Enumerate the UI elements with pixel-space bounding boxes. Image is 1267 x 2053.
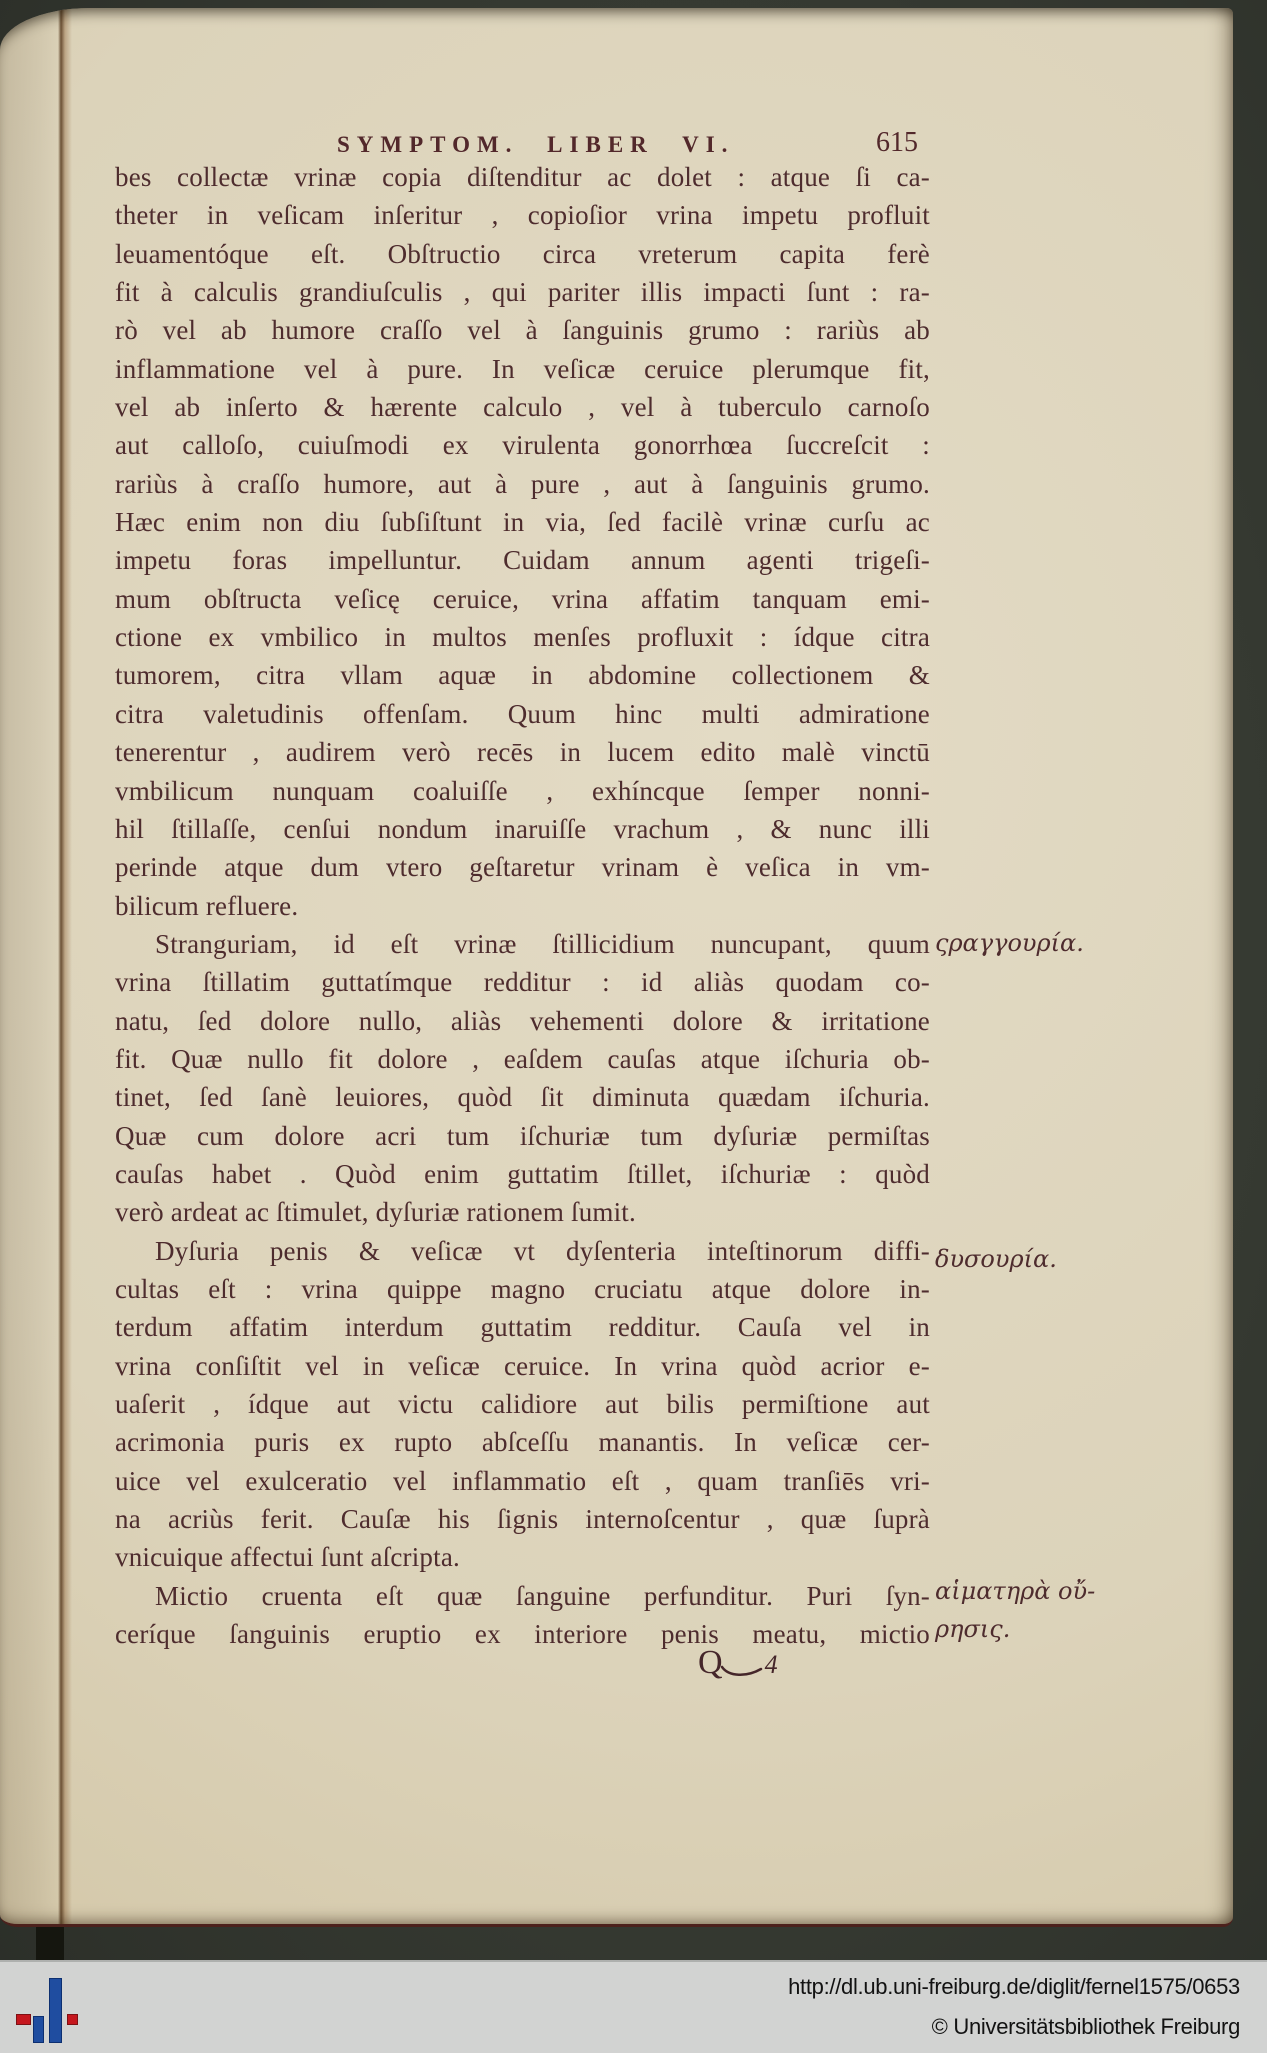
text-line: theter in veſicam inſeritur , copioſior vrina impetu profluit xyxy=(115,200,930,231)
logo-blue-bar-short xyxy=(33,2016,44,2043)
text-line: verò ardeat ac ſtimulet, dyſuriæ rationem ſumit. xyxy=(115,1197,636,1228)
text-line: vrina conſiſtit vel in veſicæ ceruice. In vrina quòd acrior e- xyxy=(115,1350,930,1381)
margin-note-greek-stranguria: ςραγγουρία. xyxy=(935,929,1084,957)
margin-note-greek-dysouria: δυσουρία. xyxy=(935,1245,1057,1273)
signature-letter: Q xyxy=(698,1644,723,1681)
text-line: fit à calculis grandiuſculis , qui pariter illis impacti ſunt : ra- xyxy=(115,277,930,308)
signature-number: 4 xyxy=(764,1650,778,1679)
text-line: cauſas habet . Quòd enim guttatim ſtillet, iſchuriæ : quòd xyxy=(115,1158,930,1189)
text-line: acrimonia puris ex rupto abſceſſu manantis. In veſicæ cer- xyxy=(115,1427,930,1458)
text-line: ctione ex vmbilico in multos menſes profluxit : ídque citra xyxy=(115,622,930,653)
text-line: cultas eſt : vrina quippe magno cruciatu atque dolore in- xyxy=(115,1273,930,1304)
text-line: vrina ſtillatim guttatímque redditur : id aliàs quodam co- xyxy=(115,967,930,998)
running-title: SYMPTOM. LIBER VI. xyxy=(337,132,735,157)
page-header xyxy=(0,8,1233,158)
text-line: vel ab inſerto & hærente calculo , vel à tuberculo carnoſo xyxy=(115,392,930,423)
text-line: Quæ cum dolore acri tum iſchuriæ tum dyſuriæ permiſtas xyxy=(115,1120,930,1151)
text-line: uice vel exulceratio vel inflammatio eſt , quam tranſiēs vri- xyxy=(115,1465,930,1496)
text-line: hil ſtillaſſe, cenſui nondum inaruiſſe vrachum , & nunc illi xyxy=(115,813,930,844)
text-line: vmbilicum nunquam coaluiſſe , exhíncque ſemper nonni- xyxy=(115,775,930,806)
text-line: tinet, ſed ſanè leuiores, quòd ſit diminuta quædam iſchuria. xyxy=(115,1082,930,1113)
text-line: tumorem, citra vllam aquæ in abdomine collectionem & xyxy=(115,660,930,691)
text-line: vnicuique affectui ſunt aſcripta. xyxy=(115,1542,460,1573)
text-line: mum obſtructa veſicę ceruice, vrina affatim tanquam emi- xyxy=(115,583,930,614)
text-line: bes collectæ vrinæ copia diſtenditur ac dolet : atque ſi ca- xyxy=(115,162,930,192)
text-line: inflammatione vel à pure. In veſicæ ceruice plerumque fit, xyxy=(115,353,930,384)
ub-freiburg-logo-icon xyxy=(0,1962,100,2053)
text-line: tenerentur , audirem verò recēs in lucem edito malè vinctū xyxy=(115,737,930,768)
text-line: terdum affatim interdum guttatim redditur. Cauſa vel in xyxy=(115,1312,930,1343)
text-line: Stranguriam, id eſt vrinæ ſtillicidium nuncupant, quum xyxy=(155,928,930,959)
text-line: Hæc enim non diu ſubſiſtunt in via, ſed facilè vrinæ curſu ac xyxy=(115,507,930,538)
text-line: natu, ſed dolore nullo, aliàs vehementi dolore & irritatione xyxy=(115,1005,930,1036)
text-line: uaſerit , ídque aut victu calidiore aut bilis permiſtione aut xyxy=(115,1389,930,1419)
text-line: bilicum refluere. xyxy=(115,890,299,921)
text-line: ceríque ſanguinis eruptio ex interiore penis meatu, mictio xyxy=(115,1619,930,1650)
text-line: na acriùs ferit. Cauſæ his ſignis internoſcentur , quæ ſuprà xyxy=(115,1504,930,1535)
text-block xyxy=(115,158,930,1653)
text-line: rò vel ab humore craſſo vel à ſanguinis grumo : rariùs ab xyxy=(115,315,930,346)
text-line: impetu foras impelluntur. Cuidam annum agenti trigeſi- xyxy=(115,545,930,576)
logo-red-square-right xyxy=(67,2014,78,2025)
text-line: fit. Quæ nullo fit dolore , eaſdem cauſas atque iſchuria ob- xyxy=(115,1043,930,1074)
margin-note-greek-haimatera-line2: ρησις. xyxy=(935,1615,1011,1643)
scanned-book-page xyxy=(0,8,1233,1927)
margin-note-greek-haimatera-line1: αἱματηρὰ οὔ- xyxy=(935,1577,1096,1605)
text-line: rariùs à craſſo humore, aut à pure , aut à ſanguinis grumo. xyxy=(115,468,930,499)
text-line: perinde atque dum vtero geſtaretur vrinam è veſica in vm- xyxy=(115,852,930,883)
signature-mark xyxy=(698,1646,778,1680)
source-url: http://dl.ub.uni-freiburg.de/diglit/fernel1575/0653 xyxy=(788,1974,1240,1999)
page-number: 615 xyxy=(876,127,918,158)
text-line: leuamentóque eſt. Obſtructio circa vreterum capita ferè xyxy=(115,238,930,269)
text-line: Dyſuria penis & veſicæ vt dyſenteria inteſtinorum diffi- xyxy=(155,1235,930,1266)
text-line: Mictio cruenta eſt quæ ſanguine perfunditur. Puri ſyn- xyxy=(155,1580,930,1611)
logo-blue-bar-tall xyxy=(49,1978,62,2043)
logo-red-square-left xyxy=(16,2014,31,2025)
footer-bar xyxy=(0,1960,1267,2053)
text-line: citra valetudinis offenſam. Quum hinc multi admiratione xyxy=(115,698,930,729)
signature-flourish-icon xyxy=(721,1664,763,1678)
copyright-notice: © Universitätsbibliothek Freiburg xyxy=(931,2014,1240,2039)
text-line: aut calloſo, cuiuſmodi ex virulenta gonorrhœa ſuccreſcit : xyxy=(115,430,930,461)
